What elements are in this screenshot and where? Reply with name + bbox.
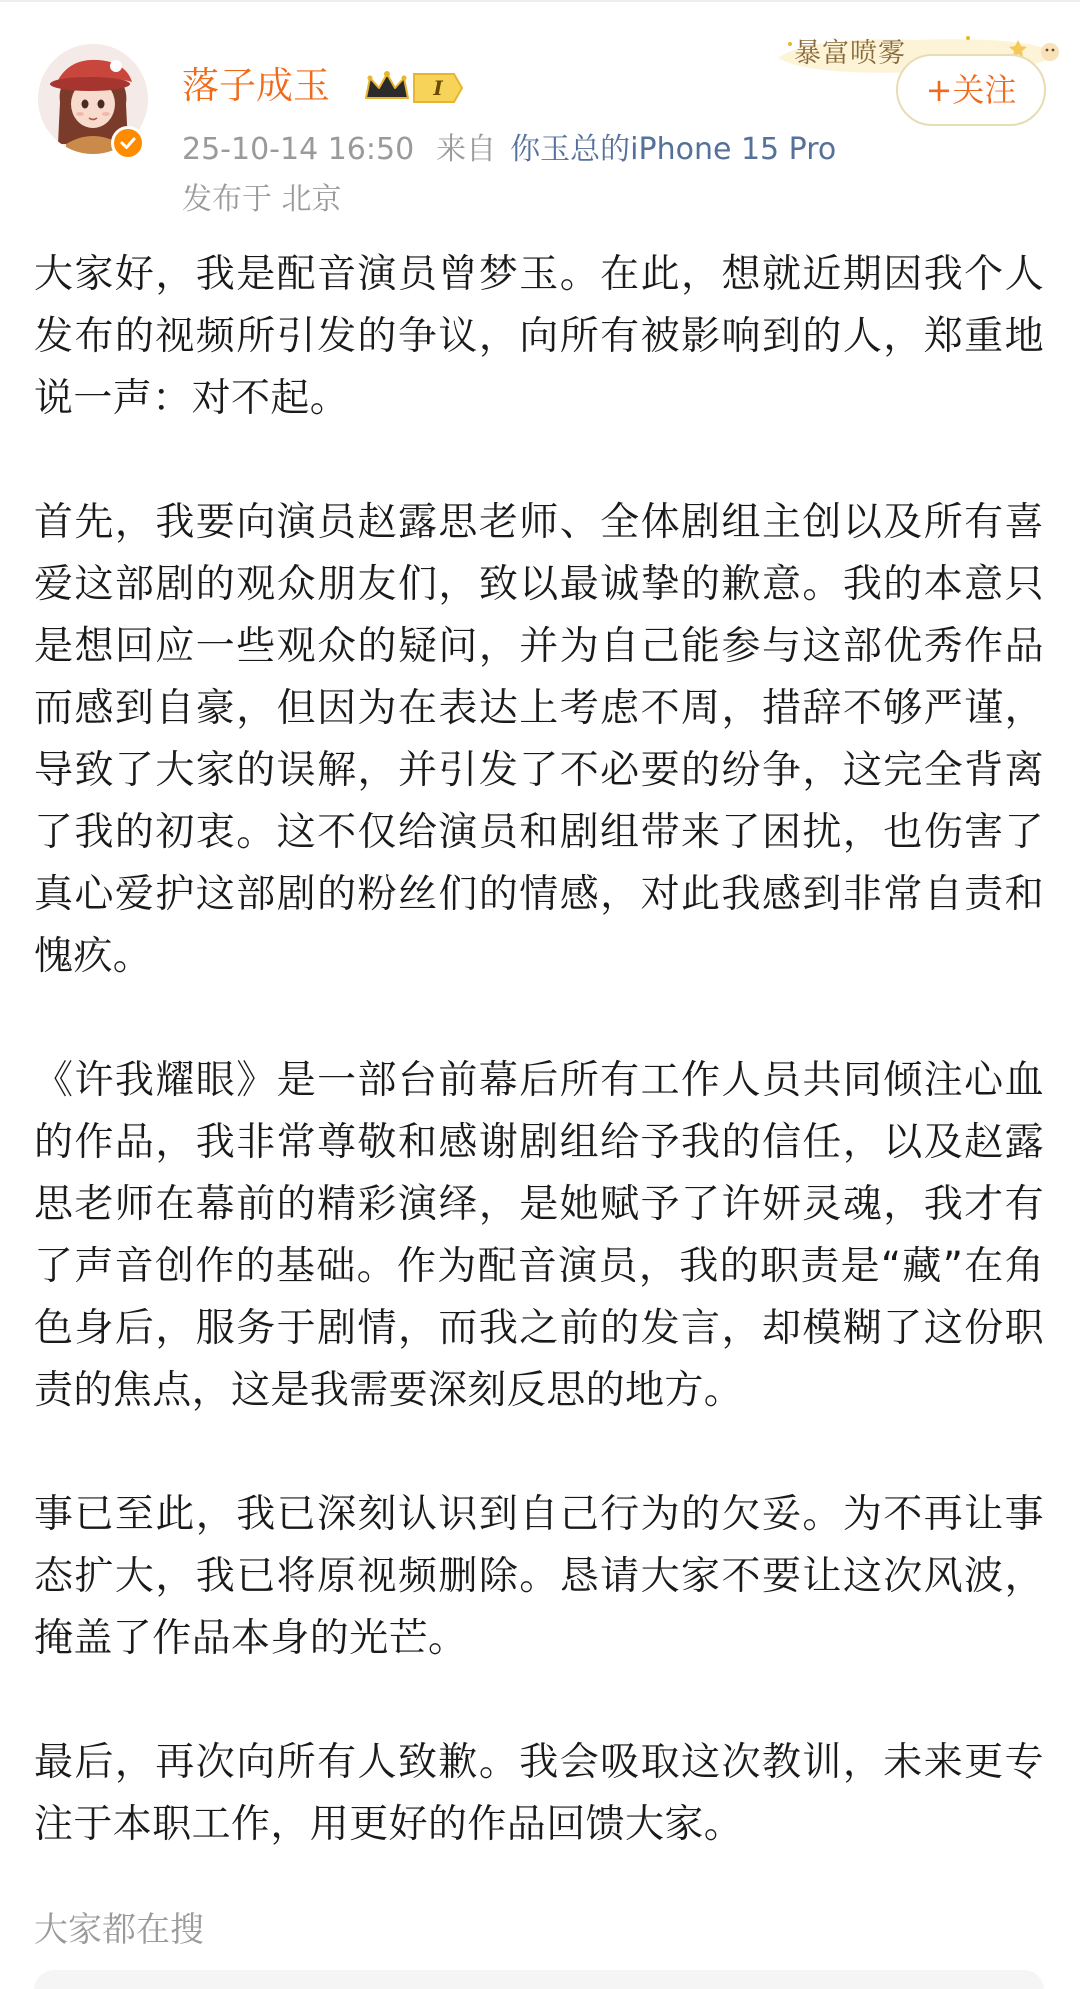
trending-search-title: 大家都在搜 (34, 1910, 204, 1950)
post-paragraph: 大家好，我是配音演员曾梦玉。在此，想就近期因我个人发布的视频所引发的争议，向所有被影响到的人，郑重地说一声：对不起。 (34, 252, 1044, 421)
post-paragraph: 《许我耀眼》是一部台前幕后所有工作人员共同倾注心血的作品，我非常尊敬和感谢剧组给予我的信任，以及赵露思老师在幕前的精彩演绎，是她赋予了许妍灵魂，我才有了声音创作的基础。作为配音演员，我的职责是“藏”在角色身后，服务于剧情，而我之前的发言，却模糊了这份职责的焦点，这是我需要深刻反思的地方。 (34, 1058, 1044, 1413)
username[interactable]: 落子成玉 (182, 64, 330, 107)
post-paragraph: 事已至此，我已深刻认识到自己行为的欠妥。为不再让事态扩大，我已将原视频删除。恳请大家不要让这次风波，掩盖了作品本身的光芒。 (34, 1492, 1044, 1661)
post-paragraph: 首先，我要向演员赵露思老师、全体剧组主创以及所有喜爱这部剧的观众朋友们，致以最诚挚的歉意。我的本意只是想回应一些观众的疑问，并为自己能参与这部优秀作品而感到自豪，但因为在表达上考虑不周，措辞不够严谨，导致了大家的误解，并引发了不必要的纷争，这完全背离了我的初衷。这不仅给演员和剧组带来了困扰，也伤害了真心爱护这部剧的粉丝们的情感，对此我感到非常自责和愧疚。 (34, 500, 1044, 979)
post-body (34, 244, 1044, 1856)
source-device-link[interactable]: 你玉总的iPhone 15 Pro (510, 132, 837, 167)
top-divider (0, 0, 1080, 2)
post-meta (182, 130, 836, 170)
decor-text: 暴富喷雾 (794, 38, 906, 69)
post-timestamp: 25-10-14 16:50 (182, 132, 415, 167)
source-prefix: 来自 (436, 132, 497, 167)
follow-button[interactable]: +关注 (896, 54, 1046, 126)
post-location: 发布于 北京 (182, 182, 342, 217)
vip-crown-icon[interactable] (362, 68, 468, 108)
verified-icon (111, 126, 145, 160)
post-paragraph: 最后，再次向所有人致歉。我会吸取这次教训，未来更专注于本职工作，用更好的作品回馈大家。 (34, 1740, 1044, 1847)
vip-level-label: I (433, 76, 443, 100)
trending-search-item[interactable] (34, 1970, 1044, 1989)
post-header (0, 30, 1080, 230)
